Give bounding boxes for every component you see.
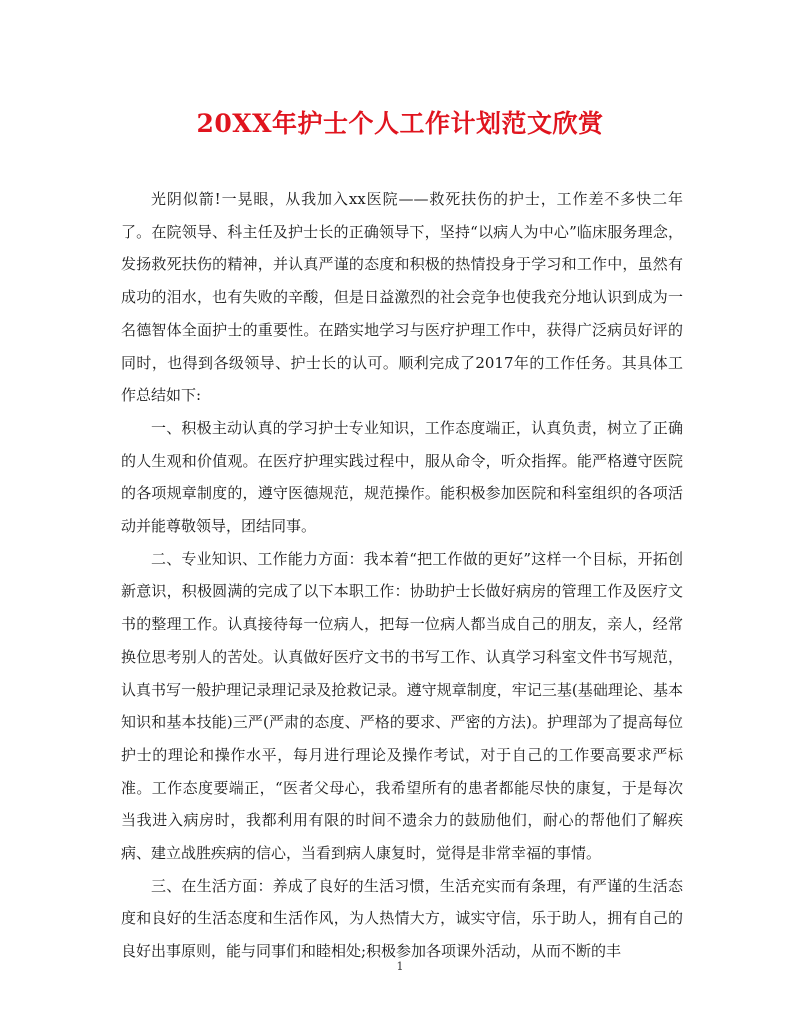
paragraph-section-two: 二、专业知识、工作能力方面：我本着“把工作做的更好”这样一个目标，开拓创新意识，积极圆满的完成了以下本职工作：协助护士长做好病房的管理工作及医疗文书的整理工作。认真接待每一位病人，把每一位病人都当成自己的朋友，亲人，经常换位思考别人的苦处。认真做好医疗文书的书写工作、认真学习科室文件书写规范，认真书写一般护理记录理记录及抢救记录。遵守规章制度，牢记三基(基础理论、基本知识和基本技能)三严(严肃的态度、严格的要求、严密的方法)。护理部为了提高每位护士的理论和操作水平，每月进行理论及操作考试，对于自己的工作要高要求严标准。工作态度要端正，“医者父母心，我希望所有的患者都能尽快的康复，于是每次当我进入病房时，我都利用有限的时间不遗余力的鼓励他们，耐心的帮他们了解疾病、建立战胜疾病的信心，当看到病人康复时，觉得是非常幸福的事情。 [121, 549, 683, 863]
document-body [121, 183, 683, 968]
document-title: 20XX年护士个人工作计划范文欣赏 [196, 109, 604, 138]
paragraph-section-one: 一、积极主动认真的学习护士专业知识，工作态度端正，认真负责，树立了正确的人生观和价值观。在医疗护理实践过程中，服从命令，听众指挥。能严格遵守医院的各项规章制度的，遵守医德规范，规范操作。能积极参加医院和科室组织的各项活动并能尊敬领导，团结同事。 [121, 418, 683, 536]
page-number: 1 [396, 960, 404, 973]
paragraph-section-three: 三、在生活方面：养成了良好的生活习惯，生活充实而有条理，有严谨的生活态度和良好的生活态度和生活作风，为人热情大方，诚实守信，乐于助人，拥有自己的良好出事原则，能与同事们和睦相处;积极参加各项课外活动，从而不断的丰 [121, 876, 683, 961]
paragraph-intro: 光阴似箭!一晃眼，从我加入xx医院——救死扶伤的护士，工作差不多快二年了。在院领导、科主任及护士长的正确领导下，坚持“以病人为中心”临床服务理念，发扬救死扶伤的精神，并认真严谨的态度和积极的热情投身于学习和工作中，虽然有成功的泪水，也有失败的辛酸，但是日益激烈的社会竞争也使我充分地认识到成为一名德智体全面护士的重要性。在踏实地学习与医疗护理工作中，获得广泛病员好评的同时，也得到各级领导、护士长的认可。顺利完成了2017年的工作任务。其具体工作总结如下: [121, 190, 683, 405]
